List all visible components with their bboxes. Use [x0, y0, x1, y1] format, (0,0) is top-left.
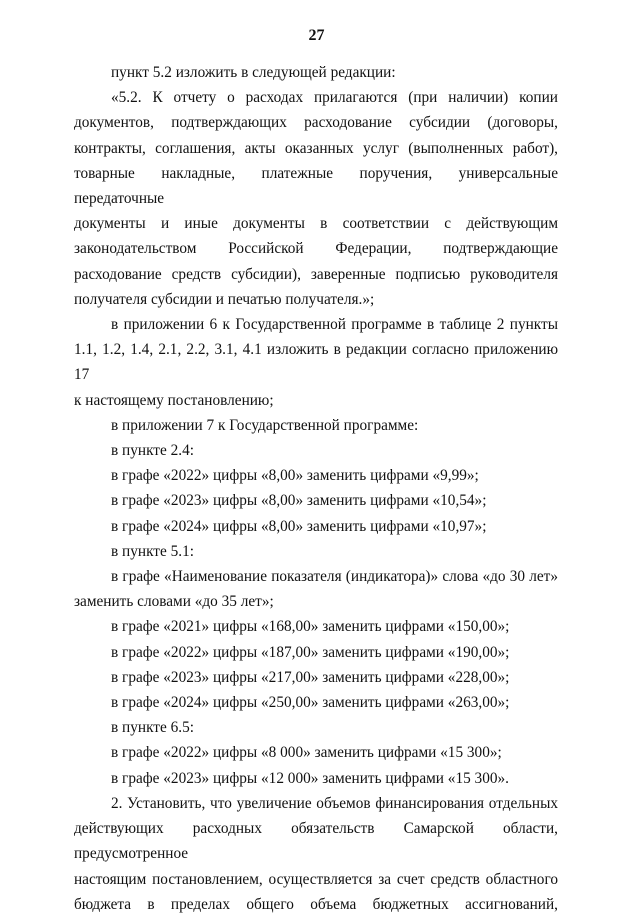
paragraph: в пункте 6.5: [111, 719, 194, 737]
paragraph-line: бюджета в пределах общего объема бюджетных ассигнований, [74, 895, 558, 913]
paragraph: в графе «2023» цифры «12 000» заменить цифрами «15 300». [111, 769, 509, 787]
paragraph: в приложении 6 к Государственной программе в таблице 2 пункты [111, 316, 558, 334]
paragraph: в графе «2022» цифры «187,00» заменить цифрами «190,00»; [111, 643, 510, 661]
paragraph-line: законодательством Российской Федерации, подтверждающие [74, 240, 558, 258]
paragraph: «5.2. К отчету о расходах прилагаются (при наличии) копии [111, 89, 558, 107]
paragraph: в пункте 2.4: [111, 442, 194, 460]
paragraph-line: документы и иные документы в соответствии с действующим [74, 215, 558, 233]
document-body [74, 60, 558, 917]
paragraph-line: заменить словами «до 35 лет»; [74, 593, 274, 611]
paragraph: в графе «2022» цифры «8,00» заменить цифрами «9,99»; [111, 467, 479, 485]
paragraph-line: документов, подтверждающих расходование субсидии (договоры, [74, 114, 558, 132]
paragraph-line: контракты, соглашения, акты оказанных услуг (выполненных работ), [74, 139, 558, 157]
paragraph: в графе «2021» цифры «168,00» заменить цифрами «150,00»; [111, 618, 510, 636]
paragraph-line: получателя субсидии и печатью получателя.»; [74, 290, 375, 308]
paragraph: в графе «2023» цифры «8,00» заменить цифрами «10,54»; [111, 492, 487, 510]
paragraph: в приложении 7 к Государственной программе: [111, 416, 419, 434]
paragraph-line: настоящим постановлением, осуществляется за счет средств областного [74, 870, 558, 888]
paragraph: в графе «2024» цифры «250,00» заменить цифрами «263,00»; [111, 694, 510, 712]
paragraph: в графе «Наименование показателя (индикатора)» слова «до 30 лет» [111, 568, 558, 586]
paragraph-line: расходование средств субсидии), заверенные подписью руководителя [74, 265, 558, 283]
paragraph: пункт 5.2 изложить в следующей редакции: [111, 64, 396, 81]
paragraph: в графе «2024» цифры «8,00» заменить цифрами «10,97»; [111, 517, 487, 535]
paragraph: в графе «2022» цифры «8 000» заменить цифрами «15 300»; [111, 744, 502, 762]
paragraph: 2. Установить, что увеличение объемов финансирования отдельных [111, 794, 558, 812]
paragraph-line: товарные накладные, платежные поручения, универсальные передаточные [74, 164, 558, 208]
paragraph: в пункте 5.1: [111, 542, 194, 560]
paragraph-line: 1.1, 1.2, 1.4, 2.1, 2.2, 3.1, 4.1 изложить в редакции согласно приложению 17 [74, 341, 558, 384]
paragraph-line: действующих расходных обязательств Самарской области, предусмотренное [74, 820, 558, 863]
paragraph-line: к настоящему постановлению; [74, 391, 274, 409]
paragraph: в графе «2023» цифры «217,00» заменить цифрами «228,00»; [111, 668, 510, 686]
page-number: 27 [308, 27, 325, 44]
